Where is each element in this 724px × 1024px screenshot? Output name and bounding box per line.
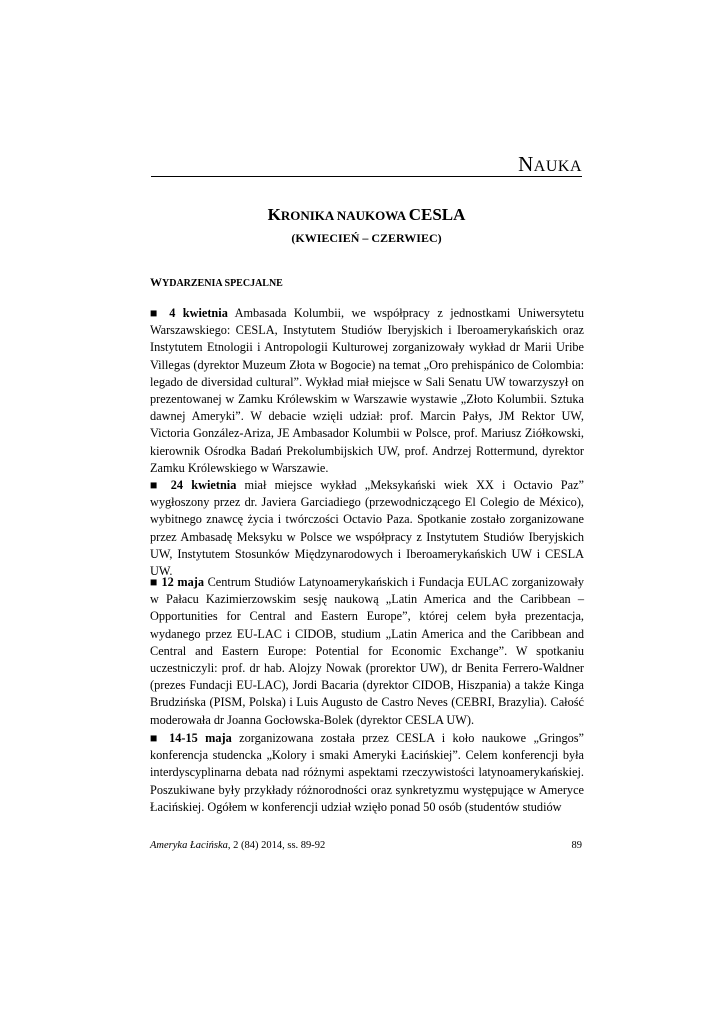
section-rest: YDARZENIA SPECJALNE [162,278,283,289]
header-title-rest: AUKA [533,158,582,175]
title-rest: RONIKA NAUKOWA [280,208,409,223]
journal-name: Ameryka Łacińska [150,840,228,851]
entry-text: Centrum Studiów Latynoamerykańskich i Fundacja EULAC zorganizowały w Pałacu Kazimierzowskim sesję naukową „Latin America and the Caribbean – Opportunities for Central and Eastern Europe”, której celem była prezentacja, wydanego przez EU-LAC i CIDOB, studium „Latin America and the Caribbean and Central and Eastern Europe: Potential for Economic Exchange”. W spotkaniu uczestniczyli: prof. dr hab. Alojzy Nowak (prorektor UW), dr Benita Ferrero-Waldner (prezes Fundacji EU-LAC), Jordi Bacaria (dyrektor CIDOB, Hiszpania) a także Kinga Brudzińska (PISM, Polska) i Luis Augusto de Castro Neves (CEBRI, Brazylia). Całość moderowała dr Joanna Gocłowska-Bolek (dyrektor CESLA UW). [150,575,584,727]
chronicle-entry [150,305,584,477]
page-header-title [518,152,582,177]
section-heading [150,275,283,290]
footer-citation [150,840,325,851]
entry-bullet: ■ [150,575,158,589]
entry-bullet: ■ [150,731,162,745]
entry-date: 14-15 maja [169,731,232,745]
entry-date: 4 kwietnia [169,306,228,320]
entry-text: zorganizowana została przez CESLA i koło naukowe „Gringos” konferencja studencka „Kolory i smaki Ameryki Łacińskiej”. Celem konferencji była interdyscyplinarna debata nad różnymi aspektami rzeczywistości latynoamerykańskiej. Poszukiwane były przykłady różnorodności oraz synkretyzmu występujące w Ameryce Łacińskiej. Ogółem w konferencji udział wzięło ponad 50 osób (studentów studiów [150,731,585,814]
article-title [151,205,582,225]
citation-details: , 2 (84) 2014, ss. 89-92 [227,840,326,851]
entry-text: miał miejsce wykład „Meksykański wiek XX i Octavio Paz” wygłoszony przez dr. Javiera Garciadiego (przewodniczącego El Colegio de México), wybitnego znawcę życia i twórczości Octavio Paza. Spotkanie zostało zorganizowane przez Ambasadę Meksyku w Polsce we współpracy z Instytutem Studiów Iberyjskich UW, Instytutem Stosunków Międzynarodowych i Iberoamerykańskich UW i CESLA UW. [150,478,584,579]
article-subtitle: (KWIECIEŃ – CZERWIEC) [291,231,442,245]
section-initial: W [150,275,162,289]
entry-date: 12 maja [161,575,205,589]
header-rule [151,176,582,177]
chronicle-entry [150,477,584,580]
entry-bullet: ■ [150,478,163,492]
entry-date: 24 kwietnia [170,478,237,492]
title-acronym: CESLA [408,205,466,224]
page-number: 89 [571,840,582,851]
entry-text: Ambasada Kolumbii, we współpracy z jednostkami Uniwersytetu Warszawskiego: CESLA, Instytutem Studiów Iberyjskich i Iberoamerykańskich oraz Instytutem Etnologii i Antropologii Kulturowej zorganizowały wykład dr Marii Uribe Villegas (dyrektor Muzeum Złota w Bogocie) na temat „Oro prehispánico de Colombia: legado de diversidad cultural”. Wykład miał miejsce w Sali Senatu UW towarzyszył on prezentowanej w Zamku Królewskim w Warszawie wystawie „Złoto Kolumbii. Sztuka dawnej Ameryki”. W debacie wzięli udział: prof. Marcin Pałys, JM Rektor UW, Victoria González-Ariza, JE Ambasador Kolumbii w Polsce, prof. Mariusz Ziółkowski, kierownik Ośrodka Badań Prekolumbijskich UW, prof. Andrzej Rottermund, dyrektor Zamku Królewskiego w Warszawie. [150,306,584,475]
chronicle-entry [150,574,584,729]
title-initial: K [267,205,281,224]
header-title-initial: N [518,152,534,176]
chronicle-entry [150,730,584,816]
entry-bullet: ■ [150,306,162,320]
